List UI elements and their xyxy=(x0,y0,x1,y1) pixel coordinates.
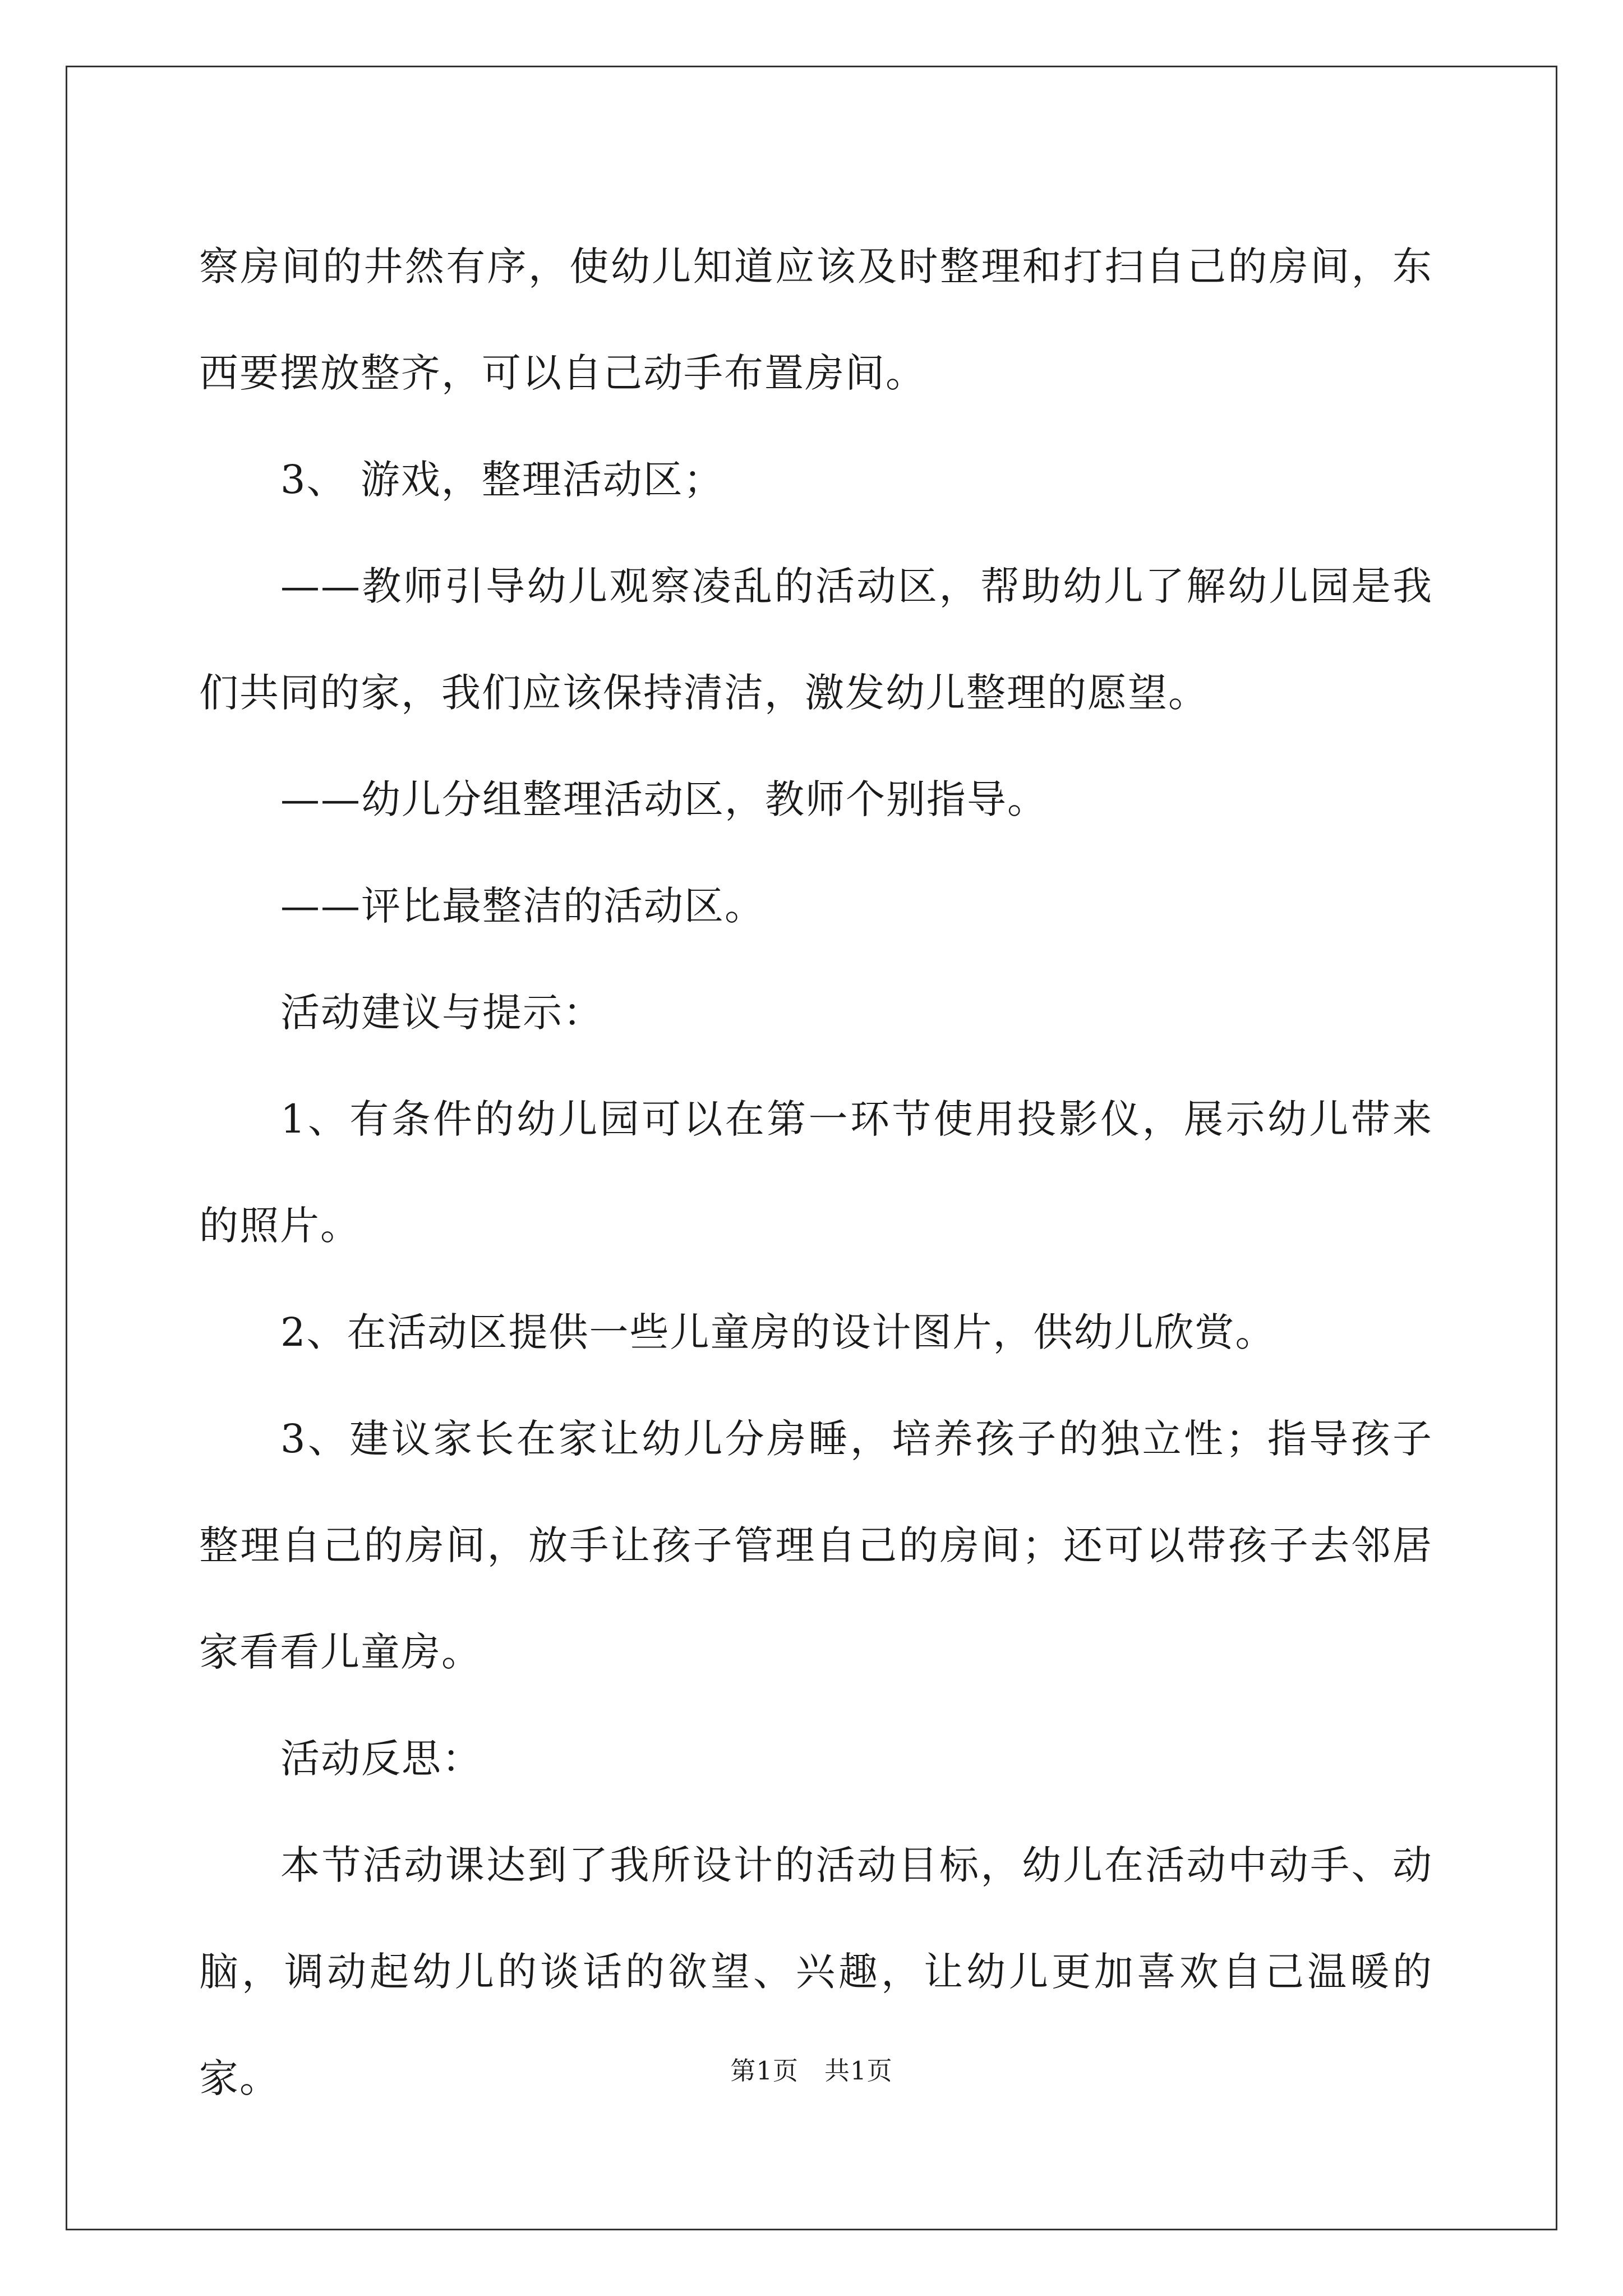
paragraph-step-3-heading: 3、 游戏，整理活动区； xyxy=(280,457,724,503)
paragraph-suggestion-3: 3、建议家长在家让幼儿分房睡，培养孩子的独立性；指导孩子整理自己的房间，放手让孩子管理自己的房间；还可以带孩子去邻居家看看儿童房。 xyxy=(199,1416,1433,1675)
document-body xyxy=(199,213,1433,2132)
heading-suggestions: 活动建议与提示： xyxy=(280,990,603,1036)
page-number-footer: 第1页 共1页 xyxy=(730,2056,893,2086)
paragraph-continuation: 察房间的井然有序，使幼儿知道应该及时整理和打扫自己的房间，东西要摆放整齐，可以自己动手布置房间。 xyxy=(199,243,1433,396)
paragraph-compare: ——评比最整洁的活动区。 xyxy=(280,883,765,929)
paragraph-suggestion-2: 2、在活动区提供一些儿童房的设计图片，供幼儿欣赏。 xyxy=(280,1309,1276,1355)
heading-reflection: 活动反思： xyxy=(280,1736,482,1782)
paragraph-suggestion-1: 1、有条件的幼儿园可以在第一环节使用投影仪，展示幼儿带来的照片。 xyxy=(199,1096,1433,1249)
paragraph-teacher-guide: ——教师引导幼儿观察凌乱的活动区，帮助幼儿了解幼儿园是我们共同的家，我们应该保持清洁，激发幼儿整理的愿望。 xyxy=(199,563,1433,716)
paragraph-reflection: 本节活动课达到了我所设计的活动目标，幼儿在活动中动手、动脑，调动起幼儿的谈话的欲望、兴趣，让幼儿更加喜欢自己温暖的家。 xyxy=(199,1842,1433,2101)
paragraph-group-tidy: ——幼儿分组整理活动区，教师个别指导。 xyxy=(280,776,1048,822)
